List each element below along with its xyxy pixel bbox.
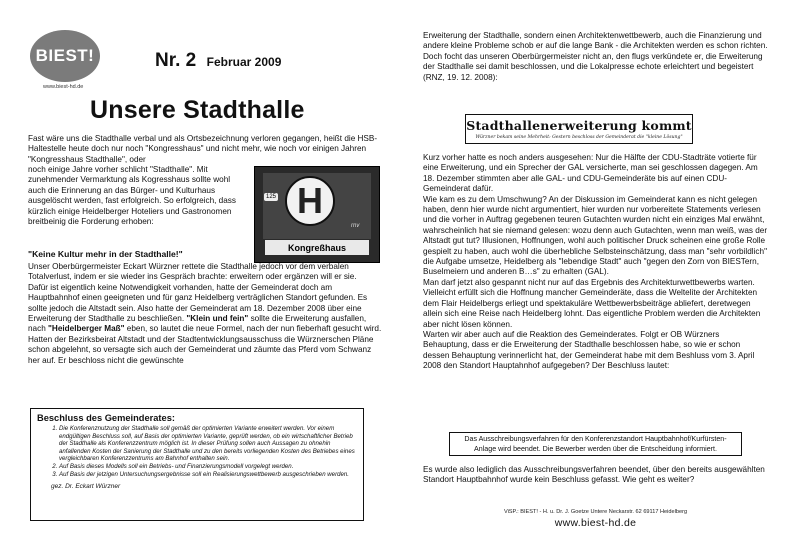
clipping-subtitle: Würzner bekam seine Mehrheit: Gestern beschloss der Gemeinderat die "kleine Lösung" <box>475 135 683 140</box>
issue-date: Februar 2009 <box>206 55 282 69</box>
resolution-signature: gez. Dr. Eckart Würzner <box>51 483 121 491</box>
bold-phrase-heidelberger-mass: "Heidelberger Maß" <box>48 324 125 334</box>
imprint: ViSP.: BIEST! - H. u. Dr. J. Goetze Untere Neckarstr. 62 69117 Heidelberg <box>503 509 688 515</box>
issue-info <box>155 50 281 72</box>
paragraph-location-text-3: eben, so lautet die neue Formel, nach der nun fieberhaft gesucht wird. <box>126 324 382 334</box>
sign-brand: rnv <box>351 223 360 229</box>
intro-paragraph: Fast wäre uns die Stadthalle verbal und als Ortsbezeichnung verloren gegangen, heißt die HSB-Haltestelle heute doch nur noch "Kongresshaus" und nicht mehr, wie noch vor einigen Jahren "Kongresshaus Stadthalle", oder <box>28 134 378 164</box>
paragraph-location-text-2: sollte die Erweiterung ausfallen, nach <box>28 314 367 334</box>
paragraph-wait: Man darf jetzt also gespannt nicht nur auf das Ergebnis des Architekturwettbewerbs warten. Vielleicht erfüllt sich die Hoffnung mancher Gemeinderäte, dass die Weltelite der Architekten dem Flair Heidelbergs erliegt und spektakuläre Wettbewerbsbeiträge abliefert, deretwegen allein sich eine Reise nach Heidelberg lohnt. Das eigentliche Problem werden die Architekten aber nicht lösen können. <box>423 277 761 329</box>
bus-stop-h-icon <box>285 176 335 226</box>
logo-text: BIEST! <box>35 46 95 65</box>
sign-route-number: 125 <box>266 194 277 200</box>
right-paragraph-end: Es wurde also lediglich das Ausschreibungsverfahren beendet, über den bereits ausgewählten Standort Hauptbahnhof wurde kein Beschluss gefasst. Wie geht es weiter? <box>423 465 765 485</box>
issue-number: Nr. 2 <box>155 50 197 71</box>
decision-line: Das Ausschreibungsverfahren für den Konferenzstandort Hauptbahnhof/Kurfürsten- <box>464 435 727 443</box>
paragraph-location-text: Dafür ist eigentlich keine Notwendigkeit vorhanden, hatte der Gemeinderat doch am Hauptbahnhof einen geeigneten und für ganz Heidelberg verträglichen Standort gefunden. Es sollte jedoch die Altstadt sein. Also hatte der Gemeinderat am 18. Dezember 2008 über eine Erweiterung der Stadthalle zu beschließen. <box>28 282 368 324</box>
decision-box <box>449 432 742 456</box>
paragraph-press: Doch focht das unseren Oberbürgermeister nicht an, den flugs verkündete er, die Erweiterung der Stadthalle sei damit beschlossen, und die Lokalpresse echote erleichtert und begeistert (RNZ, 19. 12. 2008): <box>423 51 763 82</box>
biest-logo <box>30 30 100 82</box>
resolution-body <box>49 425 357 478</box>
resolution-item: 3. Auf Basis der jetzigen Untersuchungsergebnisse soll ein Realisierungswettbewerb ausgeschrieben werden. <box>59 471 357 479</box>
paragraph-location <box>28 283 383 335</box>
bus-stop-photo <box>254 166 380 263</box>
paragraph-reaction: Warten wir aber auch auf die Reaktion des Gemeinderates. Folgt er OB Würzners Behauptung, dass er die Erweiterung der Stadthalle beschlossen habe, so wie er schon dessen Behauptung verinnerlicht hat, der Gemeinderat habe mit dem Beshluss vom 3. April 2008 den Standort Hauptahnhof aufgegeben? Der Beschluss lautet: <box>423 329 755 371</box>
bold-phrase-klein-und-fein: "Klein und fein" <box>186 314 249 324</box>
paragraph-committee: Hatten der Bezirksbeirat Altstadt und der Stadtentwicklungsausschuss die Würznerschen Pläne schon abgelehnt, so versagte sich auch der Gemeinderat und zäumte das Pferd vom Schwanz her auf. Er beschloss nicht die gewünschte <box>28 334 374 365</box>
resolution-item: 2. Auf Basis dieses Modells soll ein Betriebs- und Finanzierungsmodell vorgelegt werden. <box>59 463 357 471</box>
paragraph-competition: Erweiterung der Stadthalle, sondern einen Architektenwettbewerb, auch die Finanzierung und andere kleine Probleme schob er auf die lange Bank - die Architekten werden es schon richten. <box>423 31 768 51</box>
decision-line: Anlage wird beendet. Die Bewerber werden über die Entscheidung informiert. <box>474 444 717 453</box>
paragraph-vote: Kurz vorher hatte es noch anders ausgesehen: Nur die Hälfte der CDU-Stadträte votierte für eine Erweiterung, und ein Sprecher der GAL versicherte, man sei geschlossen dagegen. Am 18. Dezember stimmten aber alle GAL- und CDU-Gemeinderäte bis auf einen CDU-Gemeinderat dafür. <box>423 153 758 194</box>
logo-url: www.biest-hd.de <box>43 84 84 90</box>
intro-paragraph-continued: noch einige Jahre vorher schlicht "Stadthalle". Mit zunehmender Vermarktung als Kogresshaus sollte wohl auch die Erinnerung an das Bürger- und Kulturhaus ausgelöscht werden, fast erfolgreich. So erfolgreich, dass kürzlich einige Heidelberger Hoteliers und Gastronomen breitbeinig die Forderung erhoben: <box>28 165 236 227</box>
paragraph-mayor: Unser Oberbürgermeister Eckart Würzner rettete die Stadthalle jedoch vor dem verbalen Totalverlust, indem er sie wieder ins Gespräch brachte: erweitern oder ergänzen will er sie. <box>28 262 357 282</box>
resolution-title: Beschluss des Gemeinderates: <box>37 413 175 423</box>
paragraph-change: Wie kam es zu dem Umschwung? An der Diskussion im Gemeinderat kann es nicht gelegen haben, denn hier wurde nicht argumentiert, hier wurden nur vorbereitete Statements verlesen und die vorher in Auftrag gegebenen teuren Gutachten wurden nicht ein einziges Mal erwähnt, wahrscheinlich hat sie niemand gelesen: wozu denn auch Gutachten, wenn man weiß, was der Altstadt gut tut? Illusionen, Hoffnungen, wohl auch politischer Druck scheinen eine große Rolle gespielt zu haben, auch wohl die überhebliche Selbsteinschätzung, dass man "sehr vorbildlich" die Aufgabe umsetze, Heidelberg als "lebendige Stadt" auch "gegen den Zorn von BIESTern, Buselmeiern und anderen B…s" zu erhalten (GAL). <box>423 194 768 277</box>
pull-quote: "Keine Kultur mehr in der Stadthalle!" <box>28 249 183 259</box>
council-resolution-box <box>30 408 364 521</box>
page-title: Unsere Stadthalle <box>90 96 305 124</box>
right-paragraph-top <box>423 31 768 83</box>
footer-url: www.biest-hd.de <box>554 517 637 529</box>
right-paragraph-main <box>423 153 768 372</box>
newspaper-clipping <box>465 114 693 144</box>
sign-label: Kongreßhaus <box>265 240 369 255</box>
resolution-item: 1. Die Konferenznutzung der Stadthalle soll gemäß der optimierten Variante erweitert werden. Vor einem endgültigen Beschluss soll, auf Basis der optimierten Variante, geprüft werden, ob ein wirtschaftlicher Betrieb der Stadthalle als Konferenzzentrum möglich ist. In dieser Prüfung sollen auch Aussagen zu ohnehin anfallenden Kosten der Sanierung der Stadthalle und zu den bereits vorliegenden Kosten des Betriebes eines vergleichbaren Konferenzzentrums am Bahnhof enthalten sein. <box>59 425 357 463</box>
main-paragraph <box>28 262 383 366</box>
clipping-title: Stadthallenerweiterung kommt <box>466 118 692 133</box>
sign-letter: H <box>297 180 323 221</box>
